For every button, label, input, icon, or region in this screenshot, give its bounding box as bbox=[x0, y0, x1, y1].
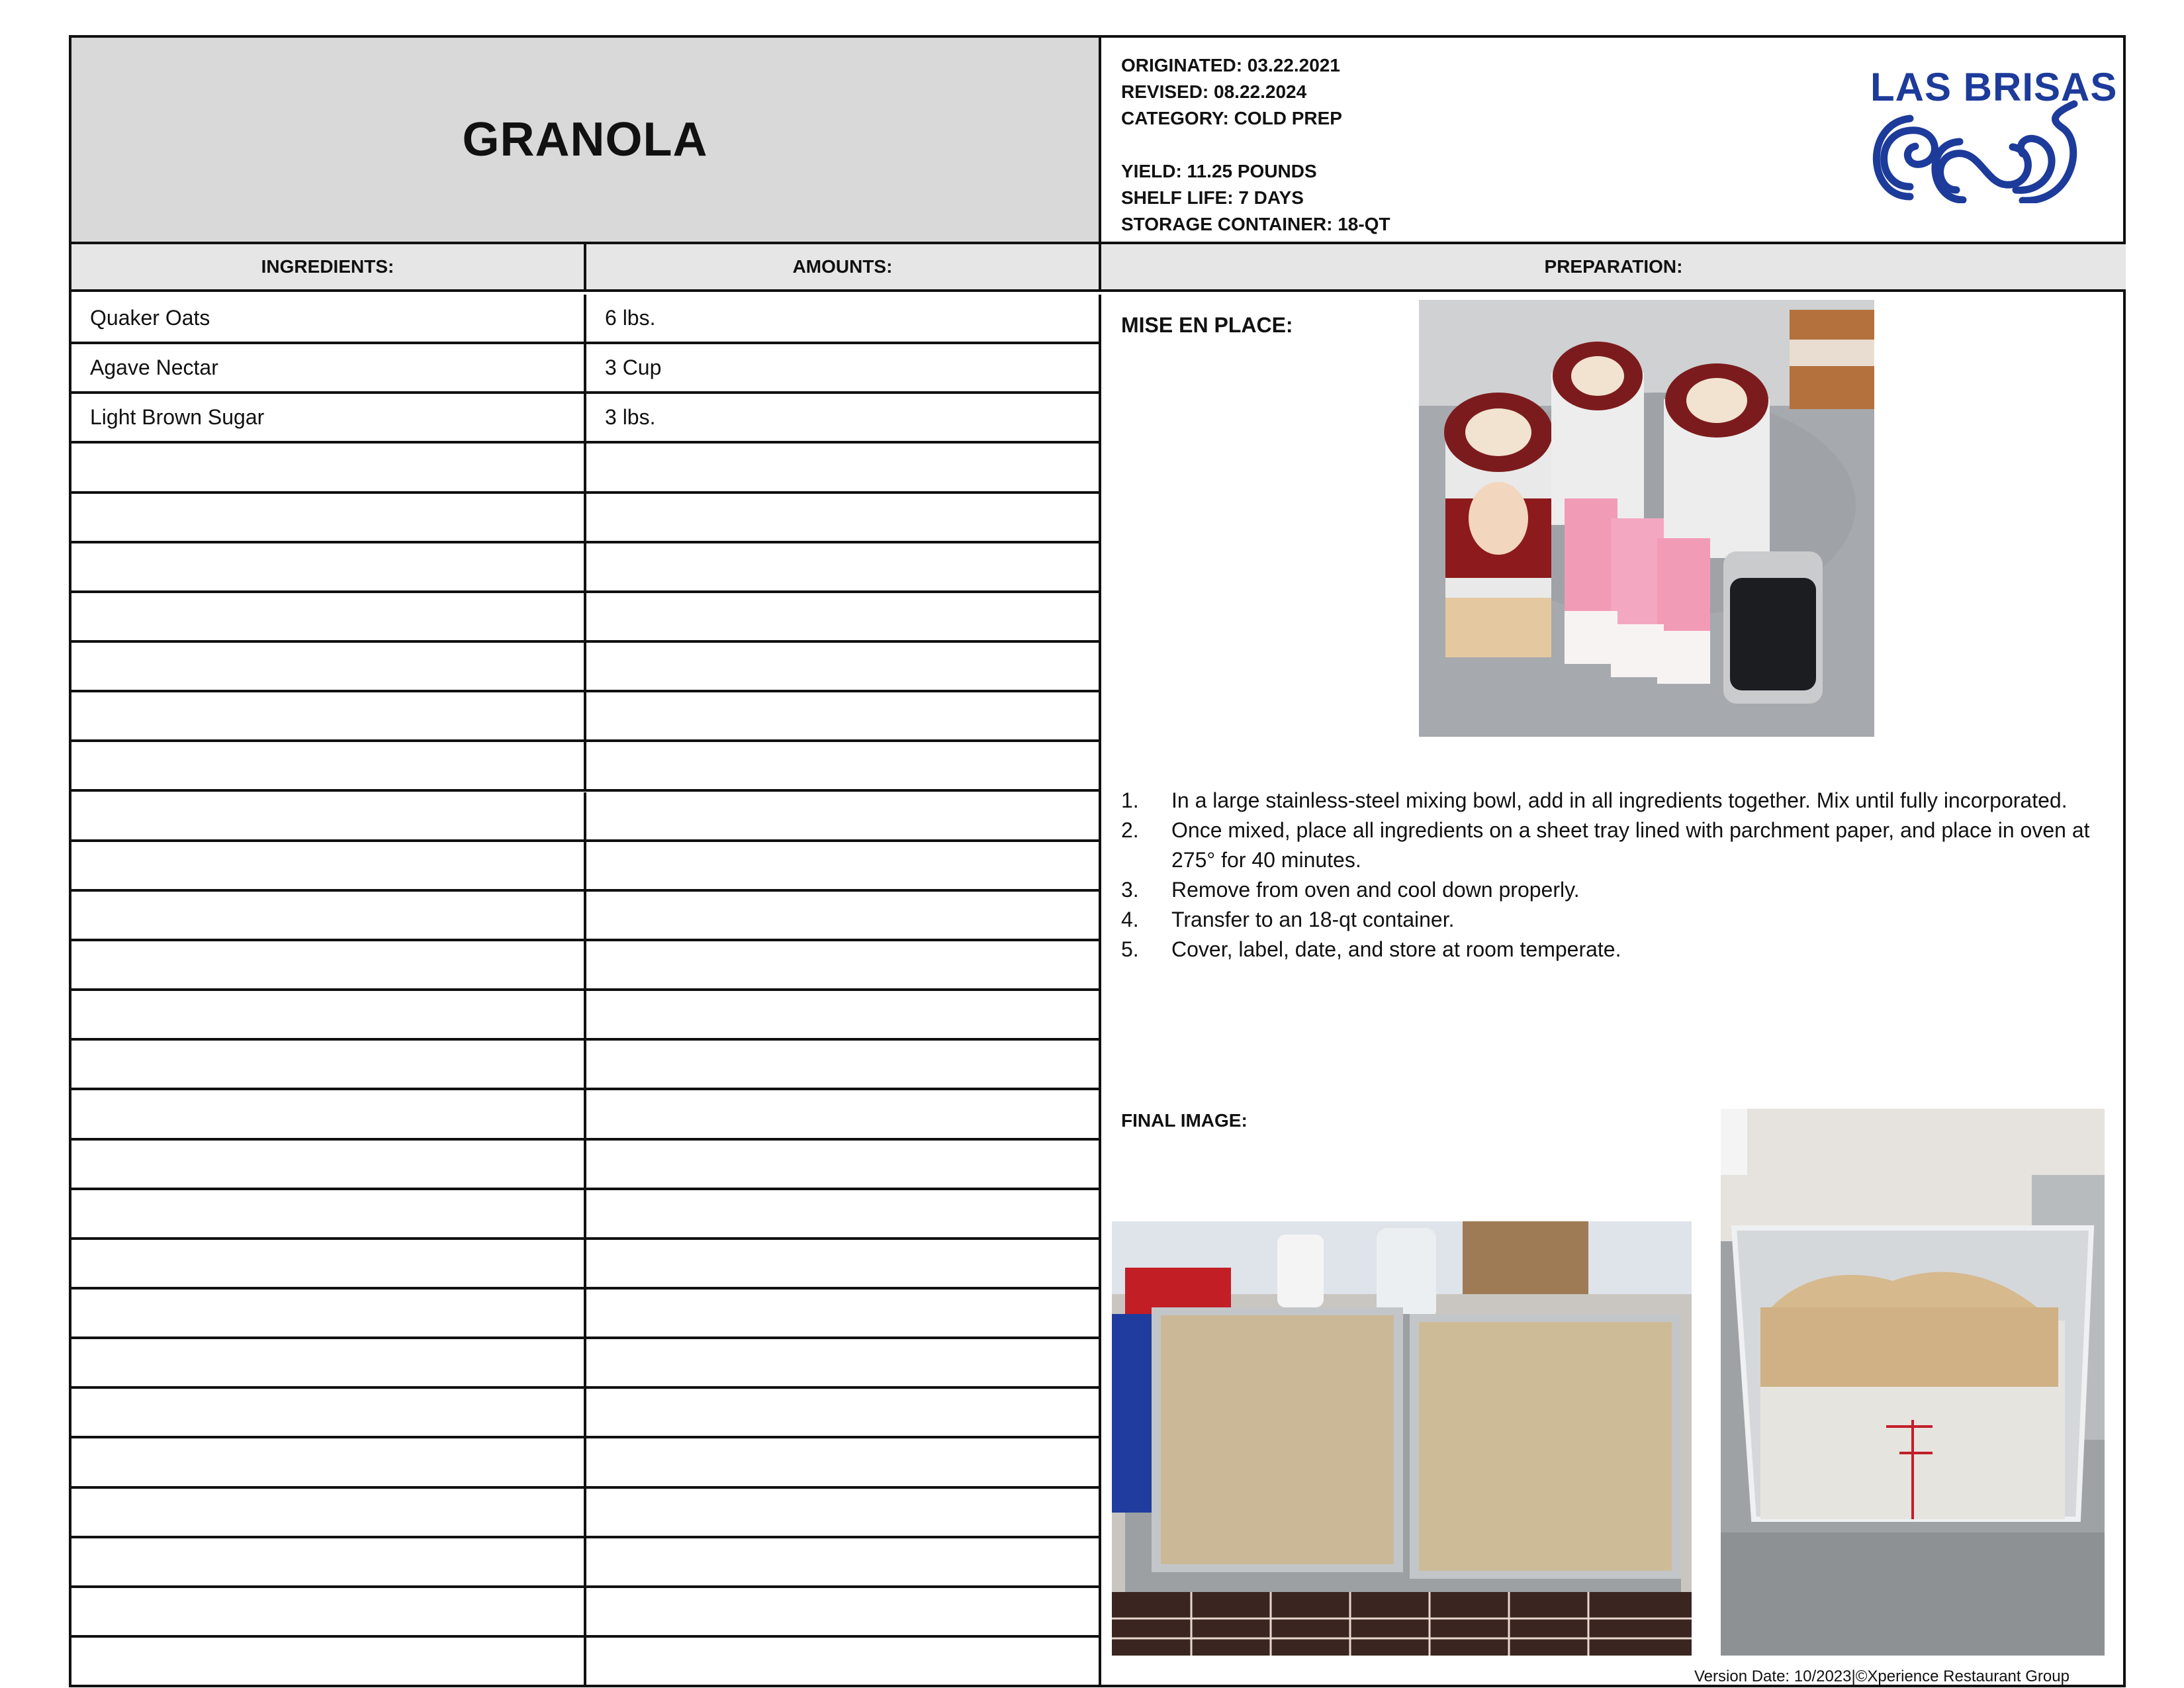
table-row bbox=[71, 1538, 1099, 1588]
ingredient-amount-cell bbox=[586, 1339, 1099, 1386]
ingredient-name-cell bbox=[71, 1141, 586, 1188]
table-row bbox=[71, 842, 1099, 892]
mise-en-place-photo bbox=[1419, 300, 1874, 737]
preparation-steps bbox=[1121, 786, 2107, 964]
table-row bbox=[71, 1438, 1099, 1488]
table-row bbox=[71, 1190, 1099, 1240]
table-row bbox=[71, 1588, 1099, 1638]
ingredient-amount-cell bbox=[586, 543, 1099, 590]
ingredient-amount-cell bbox=[586, 1240, 1099, 1287]
ingredient-name-cell bbox=[71, 1190, 586, 1237]
ingredient-name-cell bbox=[71, 1588, 586, 1635]
table-row bbox=[71, 394, 1099, 444]
ingredient-name-cell bbox=[71, 593, 586, 640]
ingredient-amount-cell bbox=[586, 1438, 1099, 1485]
table-row bbox=[71, 1090, 1099, 1140]
ingredient-amount-cell bbox=[586, 1389, 1099, 1436]
table-row bbox=[71, 344, 1099, 394]
ingredient-name-cell bbox=[71, 1389, 586, 1436]
table-row bbox=[71, 295, 1099, 344]
ingredient-name-cell bbox=[71, 1438, 586, 1485]
ingredient-name-cell: Agave Nectar bbox=[71, 344, 586, 391]
ingredient-amount-cell bbox=[586, 1090, 1099, 1137]
table-row bbox=[71, 1489, 1099, 1538]
step-text: Transfer to an 18-qt container. bbox=[1171, 908, 1455, 931]
ingredient-amount-cell bbox=[586, 842, 1099, 889]
step-text: In a large stainless-steel mixing bowl, add in all ingredients together. Mix until fully incorporated. bbox=[1171, 788, 2068, 812]
mise-en-place-label: MISE EN PLACE: bbox=[1121, 313, 1293, 337]
ingredient-name-cell bbox=[71, 1538, 586, 1585]
table-row bbox=[71, 742, 1099, 792]
ingredient-amount-cell bbox=[586, 1190, 1099, 1237]
ingredient-amount-cell bbox=[586, 1141, 1099, 1188]
table-row bbox=[71, 543, 1099, 593]
ingredient-amount-cell: 6 lbs. bbox=[605, 306, 656, 330]
step-number: 2. bbox=[1121, 818, 1139, 842]
step-number: 5. bbox=[1121, 937, 1139, 961]
table-row bbox=[71, 792, 1099, 842]
step-text: Cover, label, date, and store at room temperate. bbox=[1171, 937, 1621, 961]
shelf-life: SHELF LIFE: 7 DAYS bbox=[1121, 187, 1304, 208]
yield: YIELD: 11.25 POUNDS bbox=[1121, 161, 1317, 181]
ingredient-amount-cell bbox=[586, 692, 1099, 739]
final-image-label: FINAL IMAGE: bbox=[1121, 1110, 1248, 1131]
table-row bbox=[71, 1289, 1099, 1339]
ingredient-amount-cell bbox=[586, 494, 1099, 541]
table-row bbox=[71, 991, 1099, 1041]
ingredient-name-cell bbox=[71, 692, 586, 739]
ingredient-name-cell bbox=[71, 444, 586, 491]
ingredient-amount-cell bbox=[586, 1638, 1099, 1687]
step-4 bbox=[1121, 905, 2107, 935]
ingredient-name-cell bbox=[71, 742, 586, 789]
ingredient-name-cell bbox=[71, 991, 586, 1038]
ingredient-amount-cell bbox=[586, 1041, 1099, 1088]
ingredient-name-cell bbox=[71, 1289, 586, 1336]
ingredient-amount-cell bbox=[586, 941, 1099, 988]
table-row bbox=[71, 941, 1099, 991]
ingredient-amount-cell bbox=[586, 444, 1099, 491]
ingredient-name-cell bbox=[71, 1489, 586, 1536]
ingredient-name-cell bbox=[71, 1339, 586, 1386]
final-image-trays-photo bbox=[1112, 1221, 1692, 1656]
ingredient-amount-cell bbox=[586, 1289, 1099, 1336]
ingredient-name-cell bbox=[71, 643, 586, 690]
ingredient-amount-cell bbox=[586, 1489, 1099, 1536]
final-image-container-photo bbox=[1721, 1109, 2105, 1656]
ingredient-amount-cell: 3 lbs. bbox=[605, 405, 656, 430]
table-row bbox=[71, 1240, 1099, 1289]
ingredient-name-cell bbox=[71, 494, 586, 541]
recipe-card bbox=[69, 35, 2126, 1687]
ingredient-name-cell bbox=[71, 792, 586, 839]
step-text: Remove from oven and cool down properly. bbox=[1171, 878, 1580, 902]
table-row bbox=[71, 444, 1099, 493]
table-row bbox=[71, 692, 1099, 742]
ingredient-name-cell bbox=[71, 543, 586, 590]
table-row bbox=[71, 892, 1099, 941]
ingredient-amount-cell bbox=[586, 991, 1099, 1038]
table-row bbox=[71, 593, 1099, 643]
table-row bbox=[71, 1041, 1099, 1090]
table-row bbox=[71, 1339, 1099, 1389]
logo-text: LAS BRISAS bbox=[1870, 65, 2118, 109]
storage-container: STORAGE CONTAINER: 18-QT bbox=[1121, 214, 1390, 234]
ingredient-amount-cell bbox=[586, 593, 1099, 640]
ingredient-name-cell: Light Brown Sugar bbox=[71, 394, 586, 441]
ingredient-name-cell bbox=[71, 1638, 586, 1687]
ingredient-amount-cell bbox=[586, 792, 1099, 839]
ingredient-name-cell bbox=[71, 842, 586, 889]
category: CATEGORY: COLD PREP bbox=[1121, 108, 1342, 128]
ingredient-name-cell bbox=[71, 892, 586, 939]
version-footer: Version Date: 10/2023|©Xperience Restaurant Group bbox=[1694, 1667, 2070, 1685]
ingredient-amount-cell bbox=[586, 1538, 1099, 1585]
step-3 bbox=[1121, 875, 2107, 905]
step-number: 1. bbox=[1121, 788, 1139, 812]
step-number: 3. bbox=[1121, 878, 1139, 902]
ingredient-name-cell bbox=[71, 1041, 586, 1088]
preparation-panel bbox=[1101, 295, 2126, 1687]
table-row bbox=[71, 643, 1099, 692]
las-brisas-logo bbox=[1864, 64, 2118, 203]
meta-box bbox=[1101, 38, 2126, 244]
title-box bbox=[71, 38, 1101, 244]
ingredients-header: INGREDIENTS: bbox=[71, 244, 586, 292]
revised-date: REVISED: 08.22.2024 bbox=[1121, 81, 1307, 102]
ingredient-table bbox=[71, 295, 1101, 1687]
recipe-title: GRANOLA bbox=[462, 113, 708, 166]
ingredient-name-cell bbox=[71, 1090, 586, 1137]
step-5 bbox=[1121, 935, 2107, 964]
ingredient-amount-cell bbox=[586, 643, 1099, 690]
table-row bbox=[71, 1638, 1099, 1687]
preparation-header: PREPARATION: bbox=[1101, 244, 2126, 292]
step-1 bbox=[1121, 786, 2107, 816]
step-text: Once mixed, place all ingredients on a sheet tray lined with parchment paper, and place in oven at 275° for 40 minutes. bbox=[1171, 818, 2090, 872]
ingredient-amount-cell bbox=[586, 742, 1099, 789]
step-2 bbox=[1121, 816, 2107, 875]
step-number: 4. bbox=[1121, 908, 1139, 931]
table-row bbox=[71, 1141, 1099, 1190]
table-row bbox=[71, 1389, 1099, 1438]
ingredient-amount-cell bbox=[586, 1588, 1099, 1635]
originated-date: ORIGINATED: 03.22.2021 bbox=[1121, 55, 1340, 75]
amounts-header: AMOUNTS: bbox=[586, 244, 1101, 292]
ingredient-name-cell: Quaker Oats bbox=[71, 295, 586, 342]
ingredient-amount-cell bbox=[586, 892, 1099, 939]
ingredient-name-cell bbox=[71, 1240, 586, 1287]
ingredient-name-cell bbox=[71, 941, 586, 988]
table-row bbox=[71, 494, 1099, 543]
ingredient-amount-cell: 3 Cup bbox=[605, 355, 662, 380]
